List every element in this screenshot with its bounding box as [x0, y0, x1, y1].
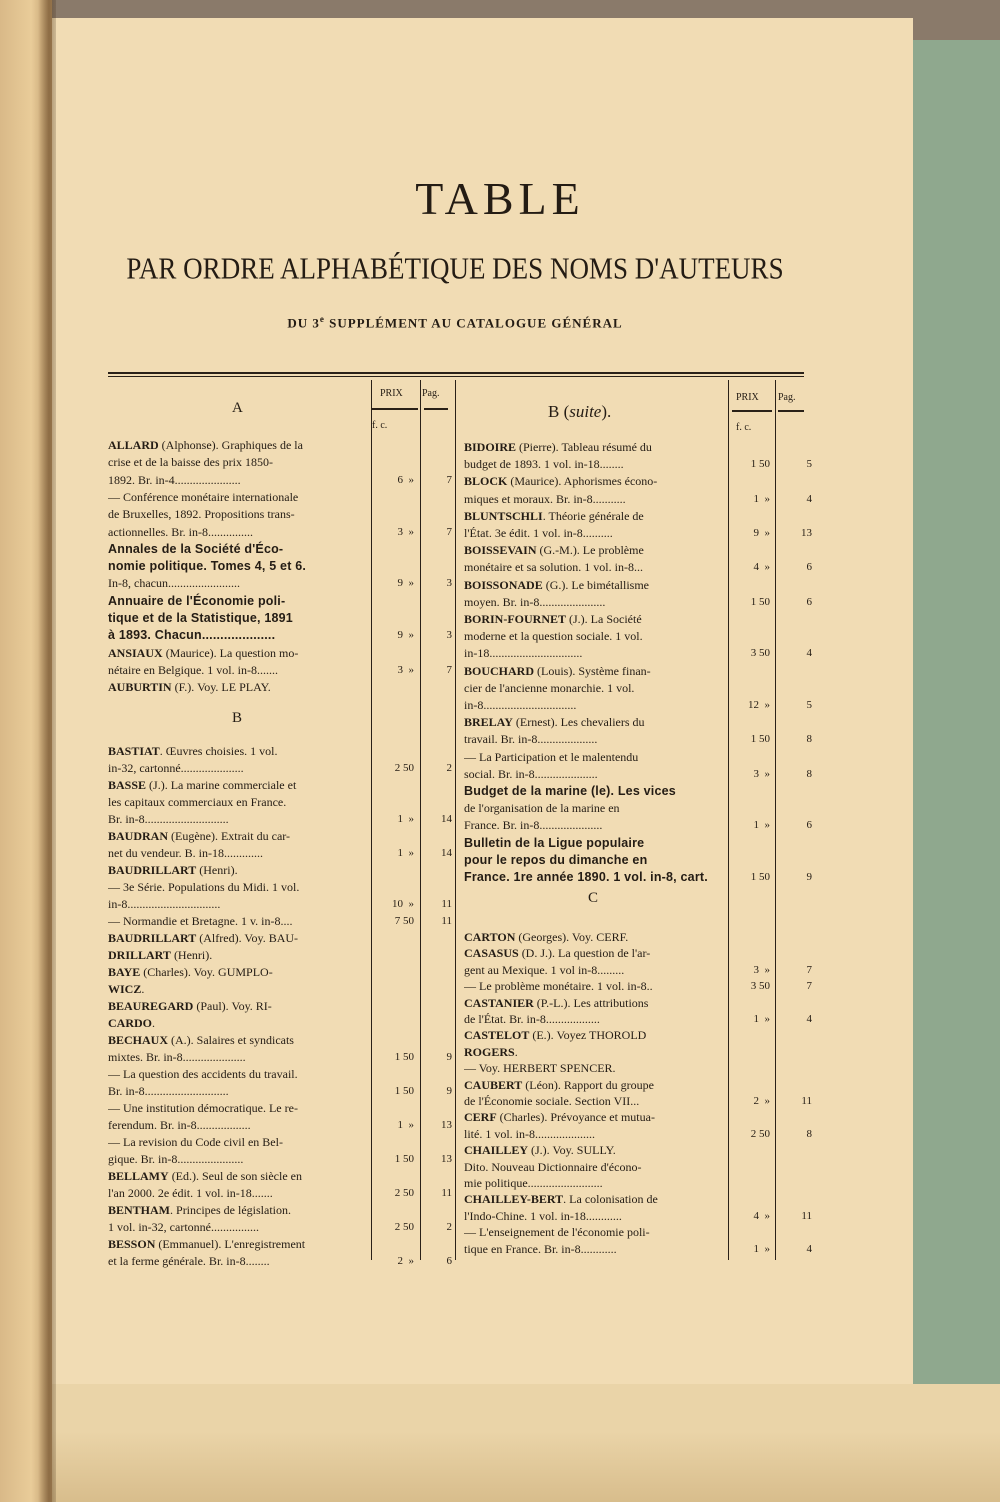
- entry-line: cier de l'ancienne monarchie. 1 vol.: [464, 680, 635, 695]
- price-value: 1 50: [750, 595, 770, 608]
- price-value: 3 »: [397, 525, 414, 538]
- entry-line: DRILLART (Henri).: [108, 948, 213, 962]
- price-value: 1 50: [394, 1153, 414, 1165]
- left-prix-header: PRIX: [380, 388, 403, 399]
- section-a-heading: A: [232, 400, 243, 416]
- entry-line: Annales de la Société d'Éco-: [108, 541, 284, 556]
- page-number: 14: [441, 847, 452, 859]
- entry-line: budget de 1893. 1 vol. in-18........: [464, 457, 624, 472]
- entry-line: BAYE (Charles). Voy. GUMPLO-: [108, 965, 273, 979]
- entry-line: monétaire et sa solution. 1 vol. in-8...: [464, 560, 643, 575]
- price-value: 3 »: [753, 963, 770, 976]
- entry-line: Bulletin de la Ligue populaire: [464, 835, 645, 850]
- entry-line: in-8...............................: [108, 897, 221, 911]
- entry-line: in-18...............................: [464, 646, 583, 661]
- price-value: 12 »: [748, 699, 770, 711]
- page-number: 7: [446, 473, 452, 486]
- page-number: 9: [446, 1085, 452, 1097]
- page-number: 7: [806, 963, 812, 976]
- price-value: 9 »: [397, 577, 414, 590]
- entry-line: CASTELOT (E.). Voyez THOROLD: [464, 1028, 647, 1043]
- price-value: 4 »: [753, 1209, 770, 1222]
- price-value: 1 »: [753, 819, 770, 832]
- entry-line: Br. in-8............................: [108, 812, 229, 826]
- price-value: 1 50: [394, 1085, 414, 1097]
- entry-line: BAUDRILLART (Henri).: [108, 863, 238, 877]
- price-value: 2 50: [750, 1127, 770, 1140]
- price-value: 1 »: [397, 1119, 414, 1131]
- entry-line: CAUBERT (Léon). Rapport du groupe: [464, 1077, 654, 1092]
- entry-line: l'an 2000. 2e édit. 1 vol. in-18.......: [108, 1186, 273, 1200]
- spine-shadow: [38, 0, 56, 1502]
- price-value: 1 50: [394, 1051, 414, 1063]
- entry-line: Dito. Nouveau Dictionnaire d'écono-: [464, 1159, 642, 1174]
- page-number: 4: [806, 1242, 812, 1255]
- entry-line: nomie politique. Tomes 4, 5 et 6.: [108, 559, 307, 574]
- page-number: 8: [806, 1127, 812, 1140]
- page-number: 2: [446, 762, 452, 774]
- price-value: 3 50: [750, 647, 770, 660]
- price-value: 6 »: [397, 473, 414, 486]
- right-pag-underline: [778, 410, 804, 412]
- entry-line: BOISSEVAIN (G.-M.). Le problème: [464, 543, 644, 558]
- entry-line: l'Indo-Chine. 1 vol. in-18............: [464, 1208, 622, 1223]
- price-value: 10 »: [392, 898, 414, 910]
- price-value: 3 »: [753, 767, 770, 780]
- entry-line: ANSIAUX (Maurice). La question mo-: [108, 645, 299, 660]
- entry-line: CASTANIER (P.-L.). Les attributions: [464, 995, 649, 1010]
- entry-line: BEAUREGARD (Paul). Voy. RI-: [108, 999, 272, 1013]
- entry-line: travail. Br. in-8....................: [464, 732, 598, 747]
- entry-line: CHAILLEY (J.). Voy. SULLY.: [464, 1143, 616, 1158]
- entry-line: BLOCK (Maurice). Aphorismes écono-: [464, 474, 658, 489]
- price-value: 3 50: [750, 980, 770, 993]
- entry-line: mixtes. Br. in-8.....................: [108, 1050, 246, 1064]
- entry-line: crise et de la baisse des prix 1850-: [108, 455, 273, 470]
- table-top-rule-2: [108, 376, 804, 377]
- entry-line: BASSE (J.). La marine commerciale et: [108, 778, 297, 792]
- price-value: 3 »: [397, 663, 414, 676]
- entry-line: BENTHAM. Principes de législation.: [108, 1203, 291, 1217]
- entry-line: BORIN-FOURNET (J.). La Société: [464, 612, 642, 626]
- entry-line: — La revision du Code civil en Bel-: [108, 1135, 283, 1149]
- entry-line: BELLAMY (Ed.). Seul de son siècle en: [108, 1169, 302, 1183]
- entry-line: ALLARD (Alphonse). Graphiques de la: [108, 438, 303, 452]
- entry-line: gique. Br. in-8......................: [108, 1152, 244, 1166]
- left-pag-underline: [424, 408, 448, 410]
- page-number: 11: [441, 915, 452, 927]
- entry-line: BLUNTSCHLI. Théorie générale de: [464, 508, 644, 523]
- page-number: 6: [806, 595, 812, 608]
- page-number: 7: [446, 663, 452, 676]
- entry-line: BAUDRAN (Eugène). Extrait du car-: [108, 829, 291, 843]
- page-number: 3: [446, 577, 452, 590]
- price-value: 1 »: [397, 813, 414, 825]
- page-number: 8: [806, 733, 812, 746]
- entry-line: CERF (Charles). Prévoyance et mutua-: [464, 1110, 655, 1125]
- entry-line: CARDO.: [108, 1016, 155, 1030]
- table-top-rule: [108, 372, 804, 374]
- price-value: 9 »: [753, 527, 770, 539]
- price-value: 2 »: [753, 1095, 770, 1107]
- entry-line: de Bruxelles, 1892. Propositions trans-: [108, 507, 295, 522]
- entry-line: actionnelles. Br. in-8...............: [108, 524, 253, 539]
- entry-line: BOUCHARD (Louis). Système finan-: [464, 663, 651, 678]
- entry-line: ferendum. Br. in-8..................: [108, 1118, 251, 1132]
- entry-line: BESSON (Emmanuel). L'enregistrement: [108, 1237, 306, 1251]
- price-value: 9 »: [397, 629, 414, 642]
- right-pag-header: Pag.: [778, 392, 796, 403]
- entry-line: lité. 1 vol. in-8....................: [464, 1126, 595, 1141]
- price-value: 2 50: [394, 1187, 414, 1199]
- price-value: 4 »: [753, 561, 770, 574]
- entry-line: — Une institution démocratique. Le re-: [108, 1101, 298, 1115]
- entry-line: les capitaux commerciaux en France.: [108, 795, 287, 809]
- price-value: 2 50: [394, 1221, 414, 1233]
- page-number: 4: [806, 647, 812, 660]
- entry-line: BRELAY (Ernest). Les chevaliers du: [464, 715, 645, 730]
- entry-line: l'État. 3e édit. 1 vol. in-8..........: [464, 526, 613, 540]
- entry-line: gent au Mexique. 1 vol in-8.........: [464, 962, 625, 977]
- left-fc-header: f. c.: [372, 420, 388, 431]
- center-divider: [455, 380, 456, 1260]
- left-pag-header: Pag.: [422, 388, 440, 399]
- entry-line: de l'État. Br. in-8..................: [464, 1012, 600, 1026]
- page-number: 6: [806, 561, 812, 574]
- page-subsubtitle: DU 3e SUPPLÉMENT AU CATALOGUE GÉNÉRAL: [287, 314, 623, 331]
- entry-line: moderne et la question sociale. 1 vol.: [464, 629, 643, 644]
- left-prix-underline: [372, 408, 418, 410]
- entry-line: mie politique.........................: [464, 1176, 603, 1190]
- page-number: 6: [806, 819, 812, 832]
- page-number: 14: [441, 813, 452, 825]
- page-number: 11: [441, 1187, 452, 1199]
- page-number: 13: [441, 1119, 452, 1131]
- page-number: 5: [806, 458, 812, 471]
- entry-line: — Conférence monétaire internationale: [108, 489, 299, 504]
- price-value: 1 50: [750, 733, 770, 746]
- section-b-heading: B: [232, 710, 243, 726]
- entry-line: tique en France. Br. in-8............: [464, 1241, 617, 1256]
- entry-line: de l'Économie sociale. Section VII...: [464, 1094, 640, 1108]
- page-number: 7: [446, 525, 452, 538]
- entry-line: moyen. Br. in-8......................: [464, 594, 606, 609]
- entry-line: 1 vol. in-32, cartonné................: [108, 1220, 259, 1234]
- entry-line: CASASUS (D. J.). La question de l'ar-: [464, 946, 651, 961]
- entry-line: — Le problème monétaire. 1 vol. in-8..: [464, 979, 653, 994]
- right-prix-header: PRIX: [736, 392, 759, 403]
- price-value: 1 »: [397, 847, 414, 859]
- entry-line: France. Br. in-8.....................: [464, 818, 603, 833]
- entry-line: AUBURTIN (F.). Voy. LE PLAY.: [108, 680, 271, 695]
- entry-line: BAUDRILLART (Alfred). Voy. BAU-: [108, 931, 299, 945]
- price-value: 2 50: [394, 762, 414, 774]
- entry-line: CHAILLEY-BERT. La colonisation de: [464, 1192, 658, 1207]
- page-number: 7: [806, 980, 812, 993]
- page-number: 9: [806, 871, 812, 883]
- section-c-heading: C: [588, 890, 599, 906]
- entry-line: in-32, cartonné.....................: [108, 761, 244, 775]
- page-number: 11: [801, 1095, 812, 1107]
- entry-line: nétaire en Belgique. 1 vol. in-8.......: [108, 662, 278, 677]
- entry-line: — Voy. HERBERT SPENCER.: [464, 1061, 616, 1076]
- entry-line: et la ferme générale. Br. in-8........: [108, 1254, 270, 1268]
- page-number: 11: [801, 1209, 812, 1222]
- page-number: 6: [446, 1255, 452, 1267]
- section-b-suite-heading: B (suite).: [548, 402, 612, 421]
- entry-line: tique et de la Statistique, 1891: [108, 611, 293, 625]
- entry-line: Budget de la marine (le). Les vices: [464, 784, 676, 798]
- price-value: 7 50: [394, 915, 414, 927]
- entry-line: BIDOIRE (Pierre). Tableau résumé du: [464, 440, 652, 454]
- price-value: 1 »: [753, 1242, 770, 1255]
- entry-line: miques et moraux. Br. in-8...........: [464, 491, 626, 506]
- price-value: 1 »: [753, 1013, 770, 1025]
- entry-line: France. 1re année 1890. 1 vol. in-8, cart.: [464, 870, 708, 884]
- entry-line: net du vendeur. B. in-18.............: [108, 846, 263, 860]
- entry-line: pour le repos du dimanche en: [464, 852, 648, 867]
- entry-line: 1892. Br. in-4......................: [108, 472, 241, 487]
- entry-line: Br. in-8............................: [108, 1084, 229, 1098]
- entry-line: — 3e Série. Populations du Midi. 1 vol.: [108, 880, 300, 894]
- entry-line: WICZ.: [108, 982, 145, 996]
- page-number: 4: [806, 1013, 812, 1025]
- price-value: 1 »: [753, 492, 770, 505]
- entry-line: à 1893. Chacun....................: [108, 628, 276, 643]
- entry-line: — La question des accidents du travail.: [108, 1067, 298, 1081]
- page-number: 3: [446, 629, 452, 642]
- page-title: TABLE: [415, 173, 585, 224]
- entry-line: ROGERS.: [464, 1044, 518, 1059]
- entry-line: de l'organisation de la marine en: [464, 801, 620, 816]
- price-value: 1 50: [750, 458, 770, 471]
- price-value: 2 »: [397, 1255, 414, 1267]
- page-number: 2: [446, 1221, 452, 1233]
- entry-line: Annuaire de l'Économie poli-: [108, 593, 286, 608]
- entry-line: — L'enseignement de l'économie poli-: [464, 1225, 650, 1240]
- right-fc-header: f. c.: [736, 422, 752, 433]
- page-number: 13: [801, 527, 812, 539]
- page-number: 4: [806, 492, 812, 505]
- page-bottom-margin: [0, 1384, 1000, 1502]
- right-prix-underline: [732, 410, 772, 412]
- entry-line: CARTON (Georges). Voy. CERF.: [464, 930, 629, 944]
- entry-line: social. Br. in-8.....................: [464, 766, 598, 781]
- entry-line: — La Participation et le malentendu: [464, 749, 639, 764]
- entry-line: BECHAUX (A.). Salaires et syndicats: [108, 1033, 294, 1047]
- page-subtitle: PAR ORDRE ALPHABÉTIQUE DES NOMS D'AUTEURS: [126, 250, 784, 286]
- page-number: 13: [441, 1153, 452, 1165]
- entry-line: In-8, chacun........................: [108, 576, 240, 591]
- price-value: 1 50: [750, 871, 770, 883]
- page-number: 11: [441, 898, 452, 910]
- page-number: 9: [446, 1051, 452, 1063]
- entry-line: BOISSONADE (G.). Le bimétallisme: [464, 577, 650, 592]
- page-number: 8: [806, 767, 812, 780]
- entry-line: in-8...............................: [464, 698, 577, 712]
- entry-line: BASTIAT. Œuvres choisies. 1 vol.: [108, 744, 278, 758]
- page-number: 5: [806, 699, 812, 711]
- entry-line: — Normandie et Bretagne. 1 v. in-8....: [108, 914, 293, 928]
